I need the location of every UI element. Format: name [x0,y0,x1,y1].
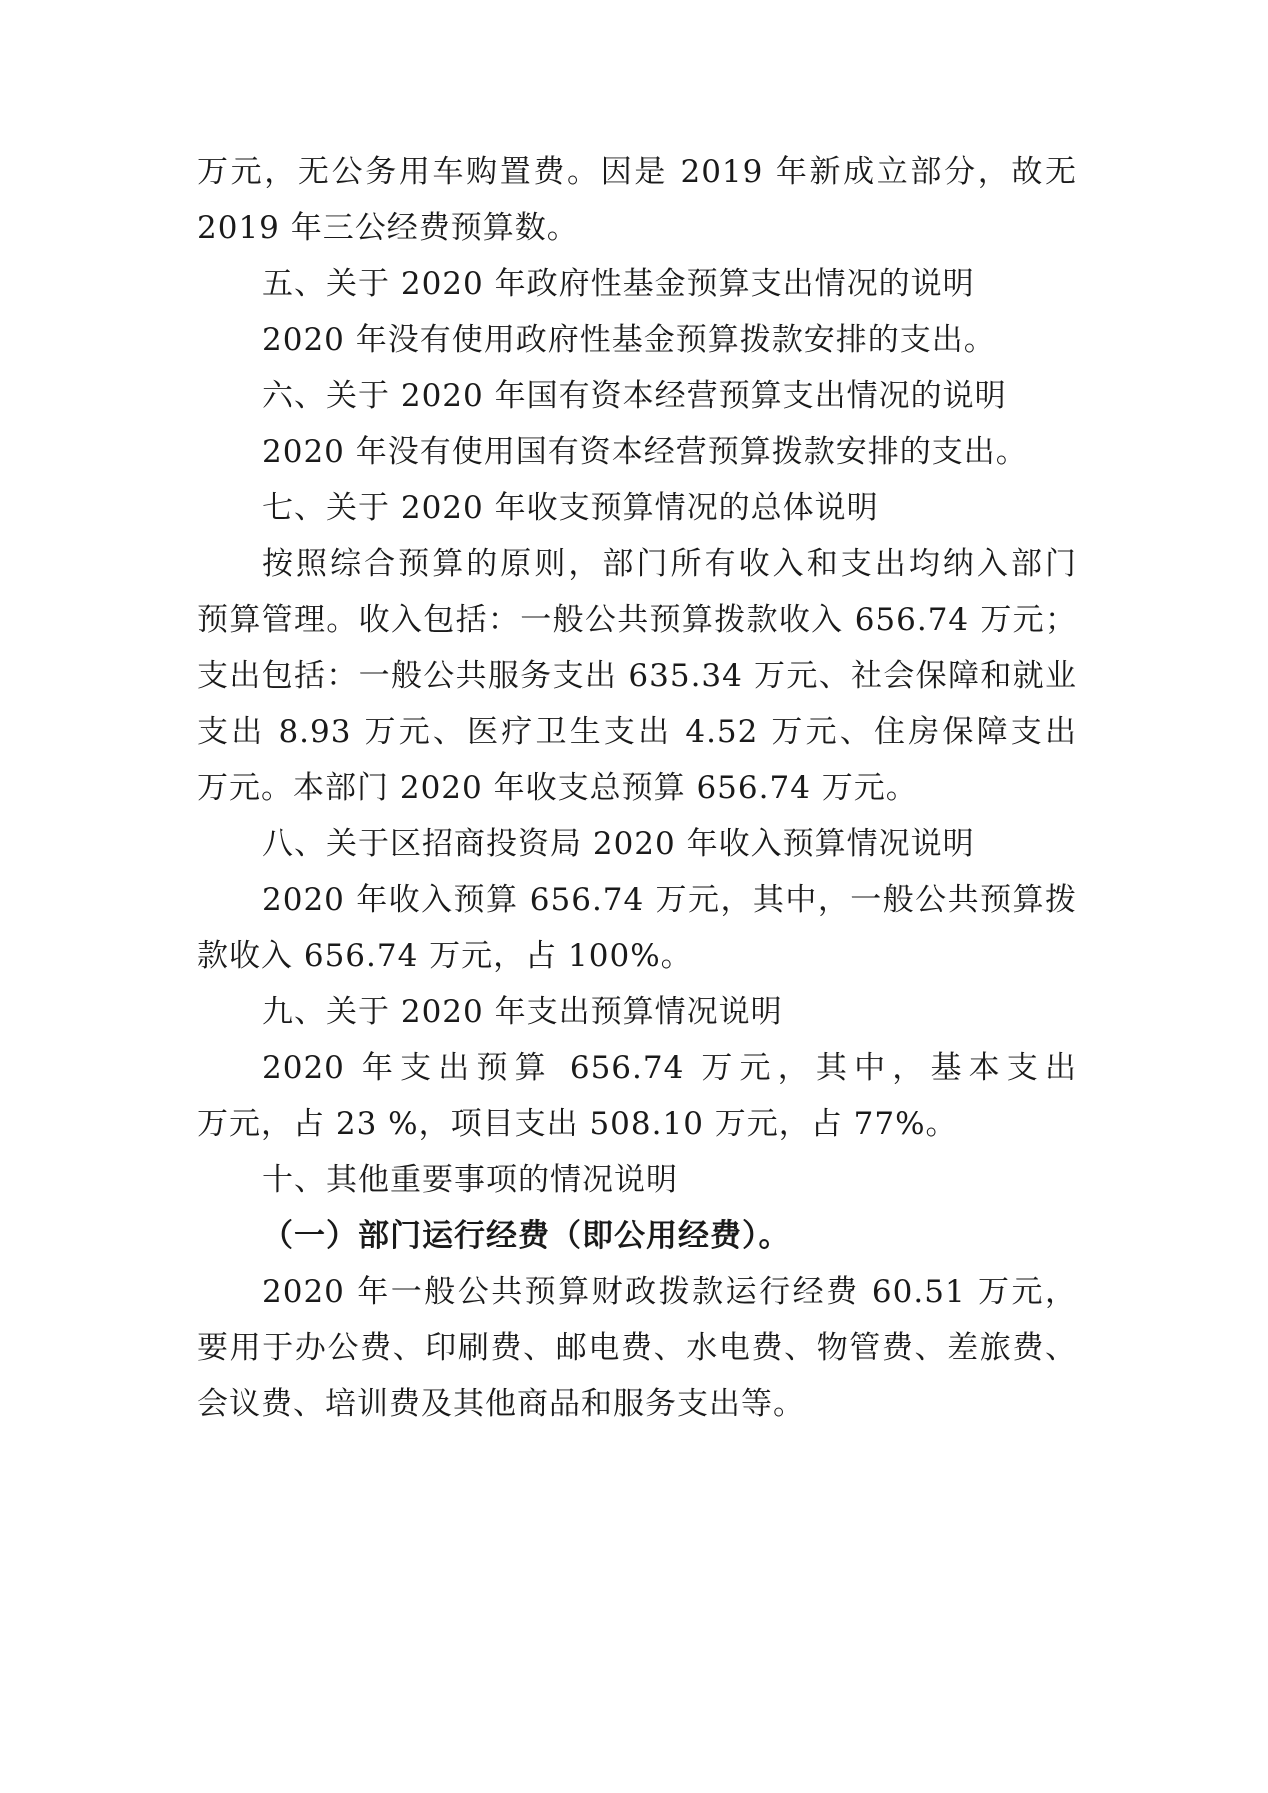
body-text-line: 支出 8.93 万元、医疗卫生支出 4.52 万元、住房保障支出 [197,714,1077,750]
section-heading: 七、关于 2020 年收支预算情况的总体说明 [262,490,879,526]
body-text-line: 2020 年没有使用政府性基金预算拨款安排的支出。 [262,322,996,358]
body-text-line: 2020 年没有使用国有资本经营预算拨款安排的支出。 [262,434,1028,470]
body-text-line: 支出包括：一般公共服务支出 635.34 万元、社会保障和就业 [197,658,1077,694]
section-heading: 五、关于 2020 年政府性基金预算支出情况的说明 [262,266,975,302]
body-text-line: 万元，占 23 %，项目支出 508.10 万元，占 77%。 [197,1106,958,1142]
section-heading: 八、关于区招商投资局 2020 年收入预算情况说明 [262,826,975,862]
body-text-line: 预算管理。收入包括：一般公共预算拨款收入 656.74 万元； [197,602,1077,638]
body-text-line: 要用于办公费、印刷费、邮电费、水电费、物管费、差旅费、 [197,1330,1077,1366]
body-text-line: 会议费、培训费及其他商品和服务支出等。 [197,1386,805,1422]
body-text-line: 万元，无公务用车购置费。因是 2019 年新成立部分，故无 [197,154,1077,190]
body-text-line: 万元。本部门 2020 年收支总预算 656.74 万元。 [197,770,918,806]
subsection-heading: （一）部门运行经费（即公用经费）。 [262,1218,791,1254]
body-text-line: 2020 年一般公共预算财政拨款运行经费 60.51 万元， [262,1274,1077,1310]
body-text-line: 款收入 656.74 万元，占 100%。 [197,938,693,974]
section-heading: 九、关于 2020 年支出预算情况说明 [262,994,783,1030]
body-text-line: 2019 年三公经费预算数。 [197,210,579,246]
body-text-line: 2020 年支出预算 656.74 万元，其中，基本支出 [262,1050,1077,1086]
body-text-line: 2020 年收入预算 656.74 万元，其中，一般公共预算拨 [262,882,1077,918]
body-text-line: 按照综合预算的原则，部门所有收入和支出均纳入部门 [262,546,1077,582]
section-heading: 六、关于 2020 年国有资本经营预算支出情况的说明 [262,378,1007,414]
section-heading: 十、其他重要事项的情况说明 [262,1162,678,1198]
